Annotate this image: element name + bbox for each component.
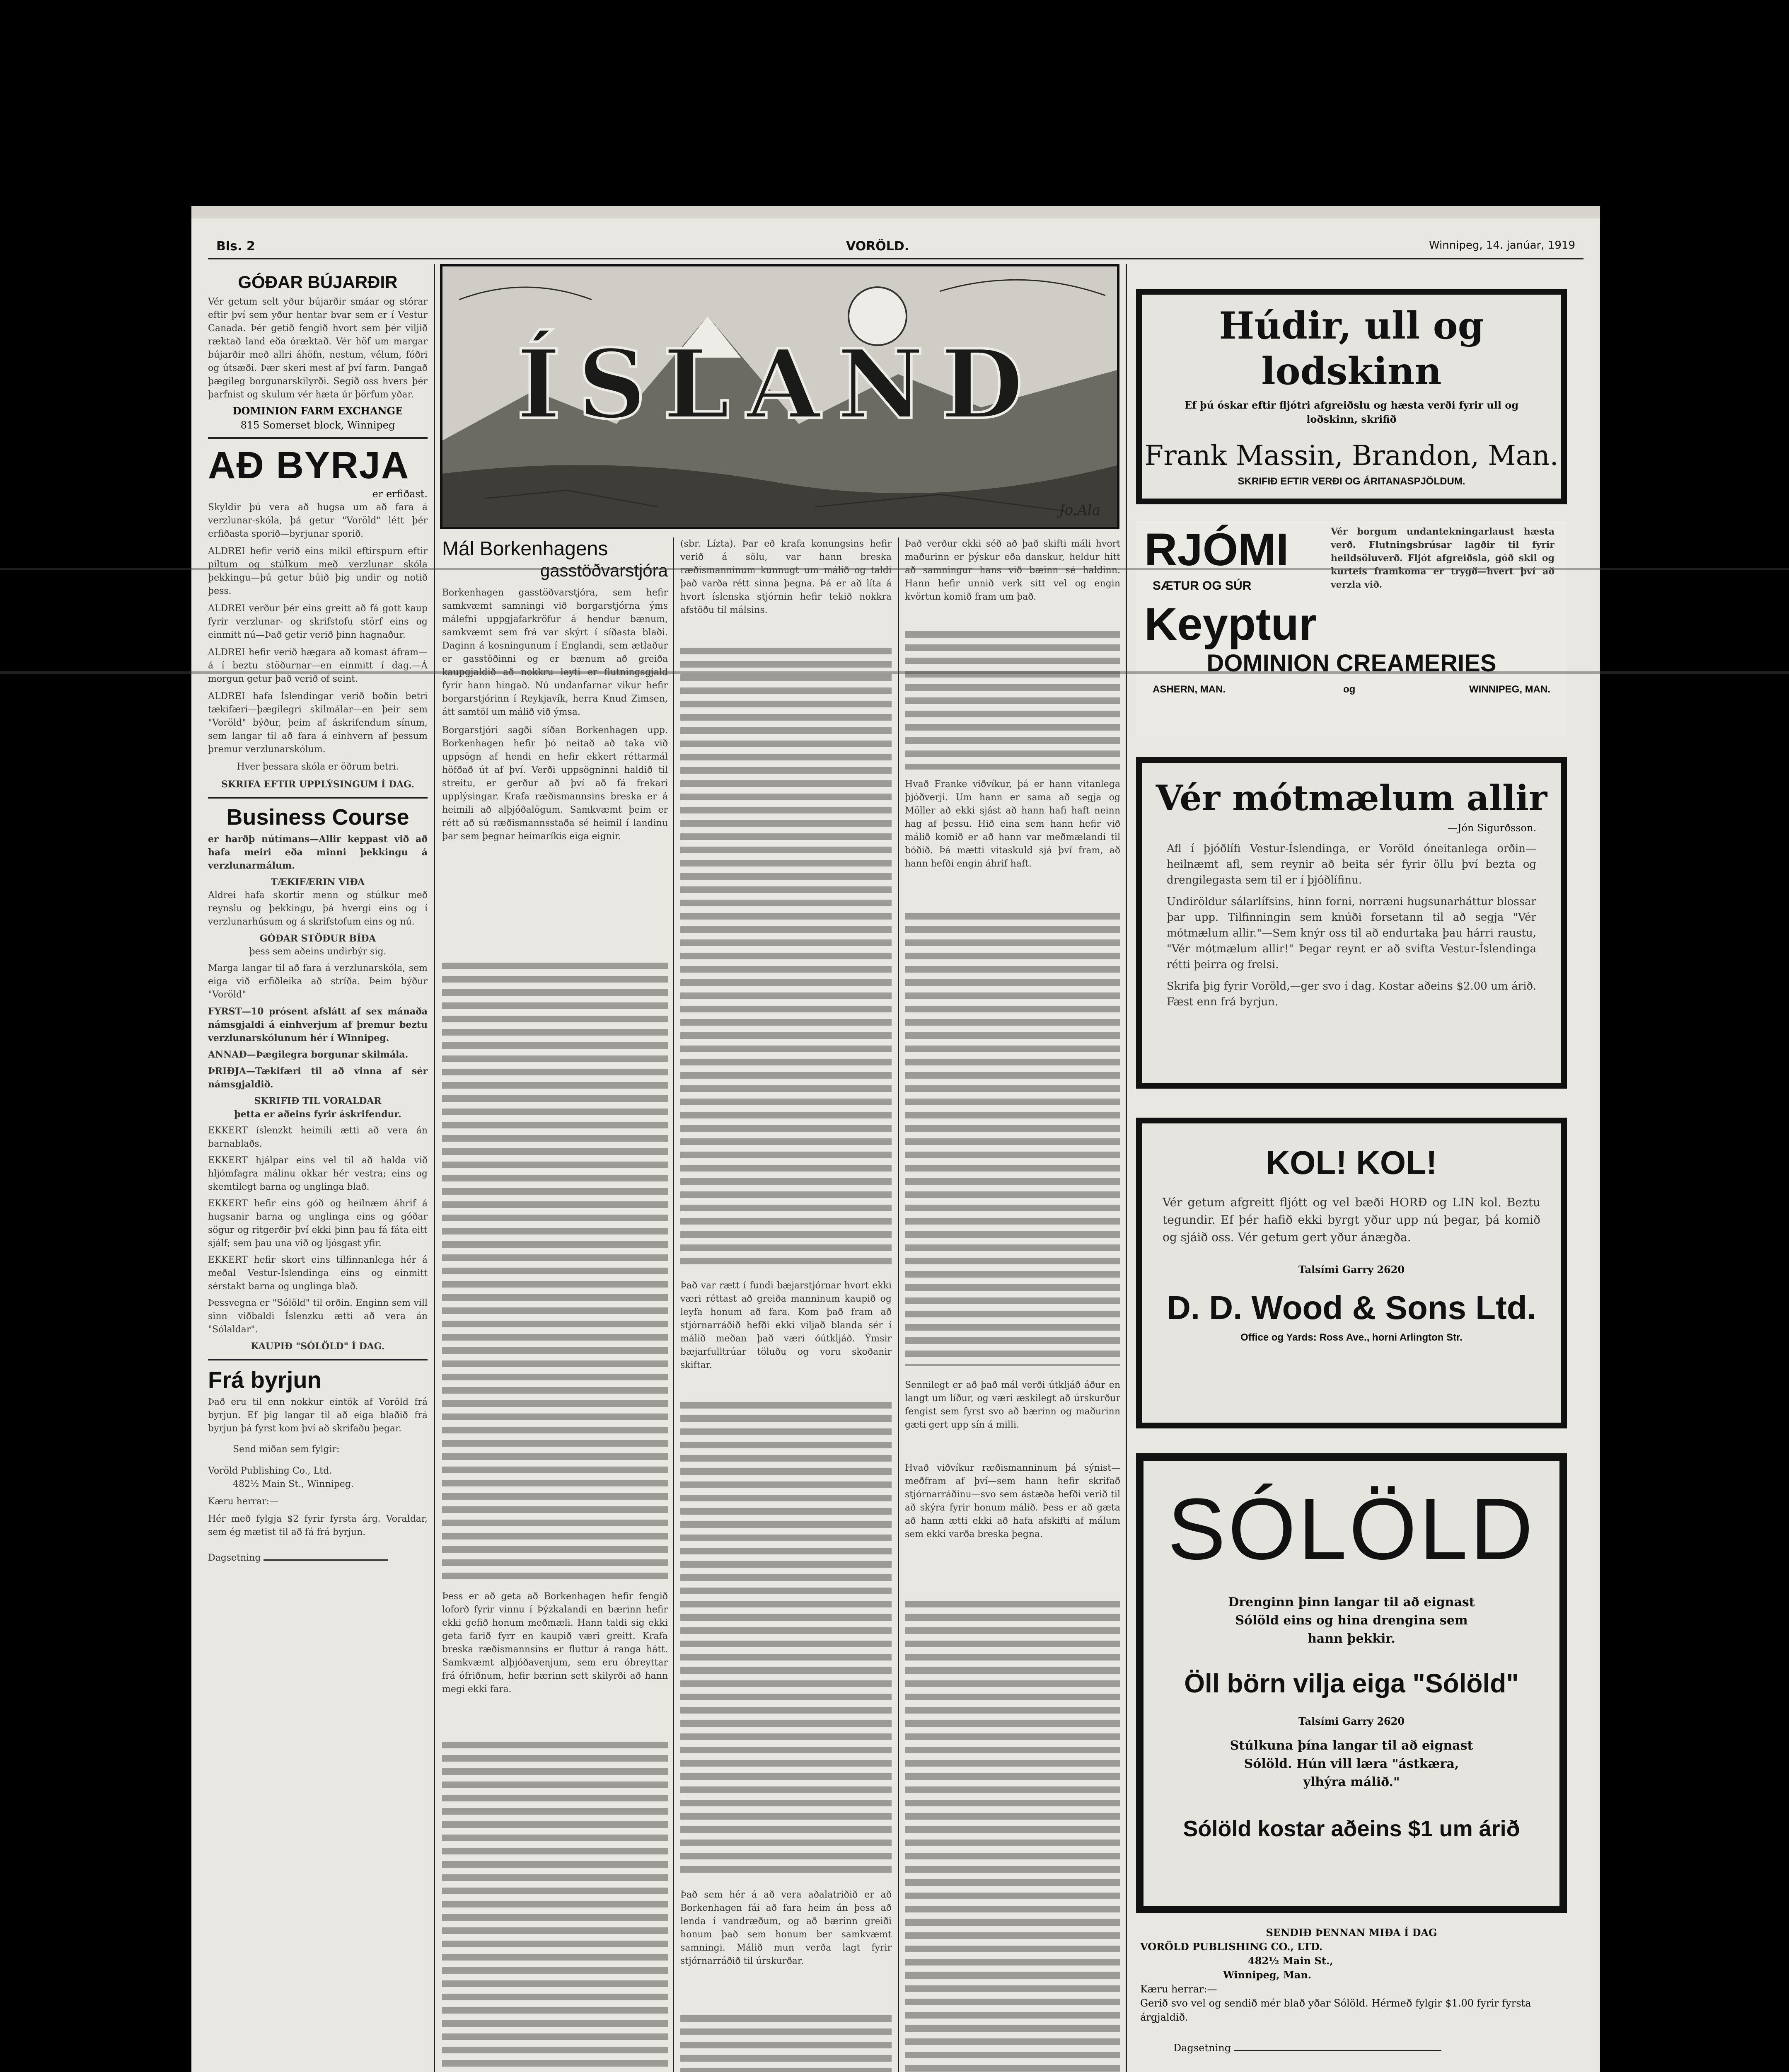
cream-ad-title2: Keyptur xyxy=(1144,599,1317,650)
business-p3: þess sem aðeins undirbýr sig. xyxy=(249,946,387,957)
business-p10: EKKERT íslenzkt heimili ætti að vera án barnablaðs. xyxy=(208,1126,428,1149)
start-p5: ALDREI hafa Íslendingar verið boðin betri tækifæri—þægilegri skilmálar—en þeir sem "Voröld" býður, þeim af áskrifendum sínum, sem langar til að fara á einhvern af þessum þremur verzlunarskólum. xyxy=(208,691,428,755)
article-col2-a: (sbr. Lízta). Þar eð krafa konungsins hefir verið á sölu, var hann breska ræðismanninum kunnugt um málið og taldi það varða rétt sinna þegna. Þá er að líta á hvort íslenska stjórnin hefir tekið nokkra afstöðu til málsins. xyxy=(680,539,892,615)
business-p12: EKKERT hefir eins góð og heilnæm áhrif á hugsanir barna og unglinga eins og góðar sögur og ritgerðir því ekki þinn þau fá fáta eitt sjálf; sem þau una við og ljósgast yfir. xyxy=(208,1198,428,1249)
start-p4: ALDREI hefir verið hægara að komast áfram—á í beztu stöðurnar—en einmitt í dag.—Á morgun getur það verið of seint. xyxy=(208,647,428,684)
business-p11: EKKERT hjálpar eins vel til að halda við hljómfagra málinu okkar hér vestra; eins og skemtilegt barna og unglinga blað. xyxy=(208,1155,428,1192)
article-para-d: Það var rætt í fundi bæjarstjórnar hvort ekki væri réttast að greiða manninum kaupið og leyfa honum að fara. Kom það fram að stjórnarráðið hefði ekki viljað blanda sér í málið meðan það væri óútkljáð. Ýmsir bæjarfulltrúar töluðu og voru skoðanir skiftar. xyxy=(680,1280,892,1370)
column-divider xyxy=(434,264,435,2072)
coal-company: D. D. Wood & Sons Ltd. xyxy=(1167,1289,1536,1326)
article-dense-text xyxy=(905,629,1120,770)
island-masthead-title: ÍSLAND xyxy=(516,329,1040,441)
protest-title: Vér mótmælum allir xyxy=(1156,777,1547,818)
article-dense-text xyxy=(680,1399,892,1876)
article-dense-text xyxy=(680,2013,892,2072)
coupon-l4: Kæru herrar:— xyxy=(1140,1983,1217,1995)
from-start-p2: Send miðan sem fylgir: xyxy=(233,1444,340,1455)
article-dense-text xyxy=(905,1598,1120,2072)
coupon-date-label: Dagsetning xyxy=(1173,2042,1231,2054)
sololod-p5: Sólöld kostar aðeins $1 um árið xyxy=(1183,1816,1520,1841)
business-p4: Marga langar til að fara á verzlunarskóla, sem eiga við erfiðleika að stríða. Þeim býður "Voröld" xyxy=(208,963,428,1000)
column-divider xyxy=(673,537,674,2072)
from-start-date-field[interactable] xyxy=(208,1552,428,1565)
farms-address: 815 Somerset block, Winnipeg xyxy=(240,419,395,431)
farms-title: GÓÐAR BÚJARÐIR xyxy=(238,272,398,292)
coupon-l3: Winnipeg, Man. xyxy=(1223,1969,1312,1981)
article-col3-d: Sennilegt er að það mál verði útkljáð áður en langt um líður, og væri æskilegt að úrskurður fengist sem fyrst svo að bærinn og maðurinn gæti gert upp sín á milli. xyxy=(905,1380,1120,1430)
coal-phone: Talsími Garry 2620 xyxy=(1298,1264,1405,1276)
hides-ad-sub: SKRIFIÐ EFTIR VERÐI OG ÁRITANASPJÖLDUM. xyxy=(1238,476,1465,487)
business-title: Business Course xyxy=(226,805,409,830)
business-p2: Aldrei hafa skortir menn og stúlkur með reynslu og þekkingu, þá hvergi eins og í verzlunarhúsum og á skrifstofum eins og nú. xyxy=(208,890,428,927)
business-p13: EKKERT hefir skort eins tilfinnanlega hér á meðal Vestur-Íslendinga eins og einmitt sérstakt barna og unglinga blað. xyxy=(208,1255,428,1292)
from-start-addr2: 482½ Main St., Winnipeg. xyxy=(233,1479,354,1489)
article-para-b: Borgarstjóri sagði síðan Borkenhagen upp. Borkenhagen hefir þó neitað að taka við uppsögn af hendi en hefir ekkert réttarmál höfðað út af því. Verði uppsögninni haldið til streitu, er gerður að því að fá frekari upplýsingar. Krafa ræðismannsins breska er á heimili að alþjóðalögum. Samkvæmt þeim er rétt að sú ræðismannsstaða sé heimil í landinu þar sem þegnar heimaríkis eiga eignir. xyxy=(442,725,668,842)
protest-ad xyxy=(1136,757,1567,1089)
coupon-date-field[interactable] xyxy=(1140,2041,1563,2055)
cream-ad xyxy=(1136,521,1567,736)
sololod-p3: Talsími Garry 2620 xyxy=(1298,1715,1405,1727)
business-p9: þetta er aðeins fyrir áskrifendur. xyxy=(234,1109,401,1120)
start-p7: SKRIFA EFTIR UPPLÝSINGUM Í DAG. xyxy=(221,779,414,790)
hides-ad-name: Frank Massin, Brandon, Man. xyxy=(1144,440,1559,472)
article-dense-text xyxy=(680,645,892,1267)
sololod-p1: Drenginn þinn langar til að eignast Sólöld eins og hina drengina sem hann þekkir. xyxy=(1228,1595,1475,1646)
cream-ad-loc2: WINNIPEG, MAN. xyxy=(1469,684,1550,695)
coal-title: KOL! KOL! xyxy=(1266,1144,1437,1181)
start-p6: Hver þessara skóla er öðrum betri. xyxy=(237,762,399,772)
business-p7: ÞRIÐJA—Tækifæri til að vinna af sér námsgjaldið. xyxy=(208,1066,428,1090)
island-masthead xyxy=(440,264,1119,529)
cream-ad-title1: RJÓMI xyxy=(1144,524,1289,575)
start-p1: Skyldir þú vera að hugsa um að fara á verzlunar-skóla, þá getur "Voröld" létt þér erfiðasta sporið—byrjunar sporið. xyxy=(208,502,428,539)
paper-name: VORÖLD. xyxy=(846,239,909,254)
hides-ad xyxy=(1136,289,1567,504)
protest-p1: Afl í þjóðlífi Vestur-Íslendinga, er Voröld óneitanlega orðin—heilnæmt afl, sem reynir að beita sér fyrir öllu því bezta og drengilegasta sem til er í þjóðlífinu. xyxy=(1167,842,1536,886)
article-column-2 xyxy=(680,537,892,2072)
cream-ad-loc1: ASHERN, MAN. xyxy=(1153,684,1226,695)
business-h1: TÆKIFÆRIN VIÐA xyxy=(271,877,365,888)
divider xyxy=(208,437,428,439)
article-para-a: Borkenhagen gasstöðvarstjóra, sem hefir samkvæmt samningi við borgarstjórna ýms málefni uppgjafarkröfur á hendur bænum, samkvæmt sem frá var skýrt í síðasta blaði. Daginn á kosningunum í Englandi, sem ætlaður er gasstöðinni og er bænum að greiða kaupgjaldið að nokkru leyti er flutningsgjald fyrir hann hingað. Nú undanfarnar vikur hefir borgarstjórinn í Reykjavík, herra Knud Zimsen, átt samtöl um málið við ýmsa. xyxy=(442,588,668,717)
coupon-title: SENDIÐ ÞENNAN MIÐA Í DAG xyxy=(1266,1927,1437,1939)
article-dense-text xyxy=(442,1739,668,2072)
cream-ad-company: DOMINION CREAMERIES xyxy=(1206,650,1496,677)
article-para-e: Það sem hér á að vera aðalatriðið er að Borkenhagen fái að fara heim án þess að lenda í vandræðum, og að bærinn greiði honum það sem honum ber samkvæmt samningi. Málið mun verða lagt fyrir stjórnarráðið til úrskurðar. xyxy=(680,1890,892,1966)
start-sub: er erfiðast. xyxy=(372,488,428,500)
protest-p2: Undiröldur sálarlífsins, hinn forni, norræni hugsunarháttur blossar þar upp. Tilfinningin sem knúði forsetann til að segja "Vér mótmælum allir."—Sem knýr oss til að endurtaka þau hárri raustu, "Vér mótmælum allir!" Þegar reynt er að svifta Vestur-Íslendinga rétti þeirra og frelsi. xyxy=(1167,896,1536,971)
sololod-p2: Öll börn vilja eiga "Sólöld" xyxy=(1184,1668,1519,1698)
newspaper-page xyxy=(191,206,1600,2072)
left-column xyxy=(208,268,428,2072)
divider xyxy=(208,1359,428,1360)
article-col3-c: Hvað Franke viðvíkur, þá er hann vitanlega þjóðverji. Um hann er sama að segja og Möller að ekki sjást að hann hafi haft neinn hag af þessu. Hið eina sem hann hefir við málið komið er að hann var meðmælandi til bóðið. Þá mætti vitaskuld sjá því fram, að hann hefði engin áhrif haft. xyxy=(905,779,1120,869)
hides-ad-text: Ef þú óskar eftir fljótri afgreiðslu og hæsta verði fyrir ull og loðskinn, skrifið xyxy=(1184,399,1519,425)
article-column-3 xyxy=(905,537,1120,2072)
divider xyxy=(208,797,428,799)
protest-p3: Skrifa þig fyrir Voröld,—ger svo í dag. Kostar aðeins $2.00 um árið. Fæst enn frá byrjun. xyxy=(1167,980,1536,1008)
from-start-addr1: Voröld Publishing Co., Ltd. xyxy=(208,1466,332,1476)
artist-signature: Jo.Ala xyxy=(1059,502,1100,518)
blank-line xyxy=(1234,2050,1441,2051)
column-divider xyxy=(898,537,899,2072)
from-start-p1: Það eru til enn nokkur eintök af Voröld frá byrjun. Ef þig langar til að eiga blaðið frá byrjun þá fyrst kom því að skrifaðu þegar. xyxy=(208,1397,428,1434)
page-number: Bls. 2 xyxy=(216,239,255,254)
coal-ad xyxy=(1136,1118,1567,1428)
cream-ad-og: og xyxy=(1343,684,1356,695)
column-divider xyxy=(1126,264,1127,2072)
from-start-p3: Kæru herrar:— xyxy=(208,1496,279,1507)
article-title-1: Mál Borkenhagens xyxy=(442,538,608,560)
article-col3-e: Hvað viðvíkur ræðismanninum þá sýnist—meðfram af því—sem hann hefir skrifað stjórnarráðinu—svo sem ástæða hefði verið til að skýra fyrir honum málið. Þess er að gæta að hann ætti ekki að hafa afskifti af málum sem ekki varða breska þegna. xyxy=(905,1463,1120,1539)
header-rule xyxy=(208,258,1584,259)
sololod-p4: Stúlkuna þína langar til að eignast Sólöld. Hún vill læra "ástkæra, ylhýra málið." xyxy=(1230,1738,1473,1789)
article-para-c: Þess er að geta að Borkenhagen hefir fengið loforð fyrir vinnu í Þýzkalandi en bærinn hefir ekki gefið honum meðmæli. Hann taldi sig ekki geta farið fyrr en kaupið væri greitt. Krafa breska ræðismannsins er fluttur á ranga hátt. Samkvæmt alþjóðavenjum, sem eru óbreyttar frá ófriðnum, hefir bærinn sett skilyrði að hann megi ekki fara. xyxy=(442,1591,668,1694)
coupon-l5: Gerið svo vel og sendið mér blað yðar Sólöld. Hérmeð fylgir $1.00 fyrir fyrsta árgjaldið. xyxy=(1140,1997,1531,2023)
coupon-l1: VORÖLD PUBLISHING CO., LTD. xyxy=(1140,1941,1323,1953)
sololod-ad xyxy=(1136,1453,1567,1913)
scan-fold-line xyxy=(0,568,1789,570)
article-dense-text xyxy=(442,960,668,1582)
hides-ad-title: Húdir, ull og lodskinn xyxy=(1219,304,1484,393)
business-p8: SKRIFIÐ TIL VORALDAR xyxy=(254,1096,382,1106)
date-line-blank xyxy=(264,1559,388,1561)
from-start-p4: Hér með fylgja $2 fyrir fyrsta árg. Voraldar, sem ég mætist til að fá frá byrjun. xyxy=(208,1514,428,1537)
farms-body: Vér getum selt yður bújarðir smáar og stórar eftir því sem yður hentar bvar sem er í Vestur Canada. Þér getið fengið hvort sem þér viljið ræktað land eða óræktað. Vér höf um margar bújarðir með allri áhöfn, nestum, vélum, fóðri og útsæði. Þær skeri mest af því farm. Þangað þægileg borgunarskilyrði. Segið oss hvers þér þarfnist og skulum vér hæta úr þörfum yðar. xyxy=(208,297,428,400)
from-start-date-label: Dagsetning xyxy=(208,1553,261,1563)
article-col3-b: Það verður ekki séð að það skifti máli hvort maðurinn er þýskur eða danskur, heldur hitt að samningur hans við bæinn sé haldinn. Hann hefir unnið verk sitt vel og engin kvörtun komið fram um það. xyxy=(905,539,1120,602)
business-p15: KAUPIÐ "SÓLÖLD" Í DAG. xyxy=(251,1341,385,1352)
protest-attr: —Jón Sigurðsson. xyxy=(1447,822,1536,834)
coal-p1: Vér getum afgreitt fljótt og vel bæði HORÐ og LIN kol. Beztu tegundir. Ef þér hafið ekki byrgt yður upp nú þegar, þá komið og sjáið oss. Vér getum gert yður ánægða. xyxy=(1163,1196,1540,1244)
business-p6: ANNAÐ—Þægilegra borgunar skilmála. xyxy=(208,1049,409,1060)
sololod-coupon[interactable] xyxy=(1140,1926,1563,2072)
date-line: Winnipeg, 14. janúar, 1919 xyxy=(1429,239,1575,252)
start-p2: ALDREI hefir verið eins mikil eftirspurn eftir piltum og stúlkum með verzlunar skóla þekkingu—þú getur búið þig undir og notið þess. xyxy=(208,546,428,596)
sololod-title: SÓLÖLD xyxy=(1168,1480,1535,1578)
cream-ad-tag: SÆTUR OG SÚR xyxy=(1153,579,1252,593)
farms-company: DOMINION FARM EXCHANGE xyxy=(232,405,403,417)
coupon-l2: 482½ Main St., xyxy=(1248,1955,1333,1967)
start-p3: ALDREI verður þér eins greitt að fá gott kaup fyrir verzlunar- og skrifstofu störf eins og einmitt nú—Það getir verið þinn hagnaður. xyxy=(208,603,428,640)
cream-ad-body: Vér borgum undantekningarlaust hæsta verð. Flutningsbrúsar lagðir til fyrir heildsöluverð. Fljót afgreiðsla, góð skil og kurteis framkoma er trygð—hvert því að verzla við. xyxy=(1331,526,1554,590)
business-h2: GÓÐAR STÖÐUR BÍÐA xyxy=(259,933,376,944)
business-p14: Þessvegna er "Sólöld" til orðin. Enginn sem vill sinn viðbaldi Íslenzku ætti að vera án "Sólaldar". xyxy=(208,1298,428,1335)
article-column-1 xyxy=(442,537,668,2072)
start-title: AÐ BYRJA xyxy=(208,444,410,487)
article-title-2: gasstöðvarstjóra xyxy=(540,561,668,580)
article-dense-text xyxy=(905,910,1120,1366)
coal-office: Office og Yards: Ross Ave., horni Arlington Str. xyxy=(1240,1332,1463,1343)
from-start-title: Frá byrjun xyxy=(208,1367,322,1393)
page-top-edge xyxy=(191,206,1600,218)
business-p5: FYRST—10 prósent afslátt af sex mánaða námsgjaldi á einhverjum af þremur beztu verzlunarskólunum hér í Winnipeg. xyxy=(208,1006,428,1043)
business-p1: er harðþ nútímans—Allir keppast við að hafa meiri eða minni þekkingu á verzlunarmálum. xyxy=(208,834,428,871)
scan-fold-line xyxy=(0,671,1789,674)
